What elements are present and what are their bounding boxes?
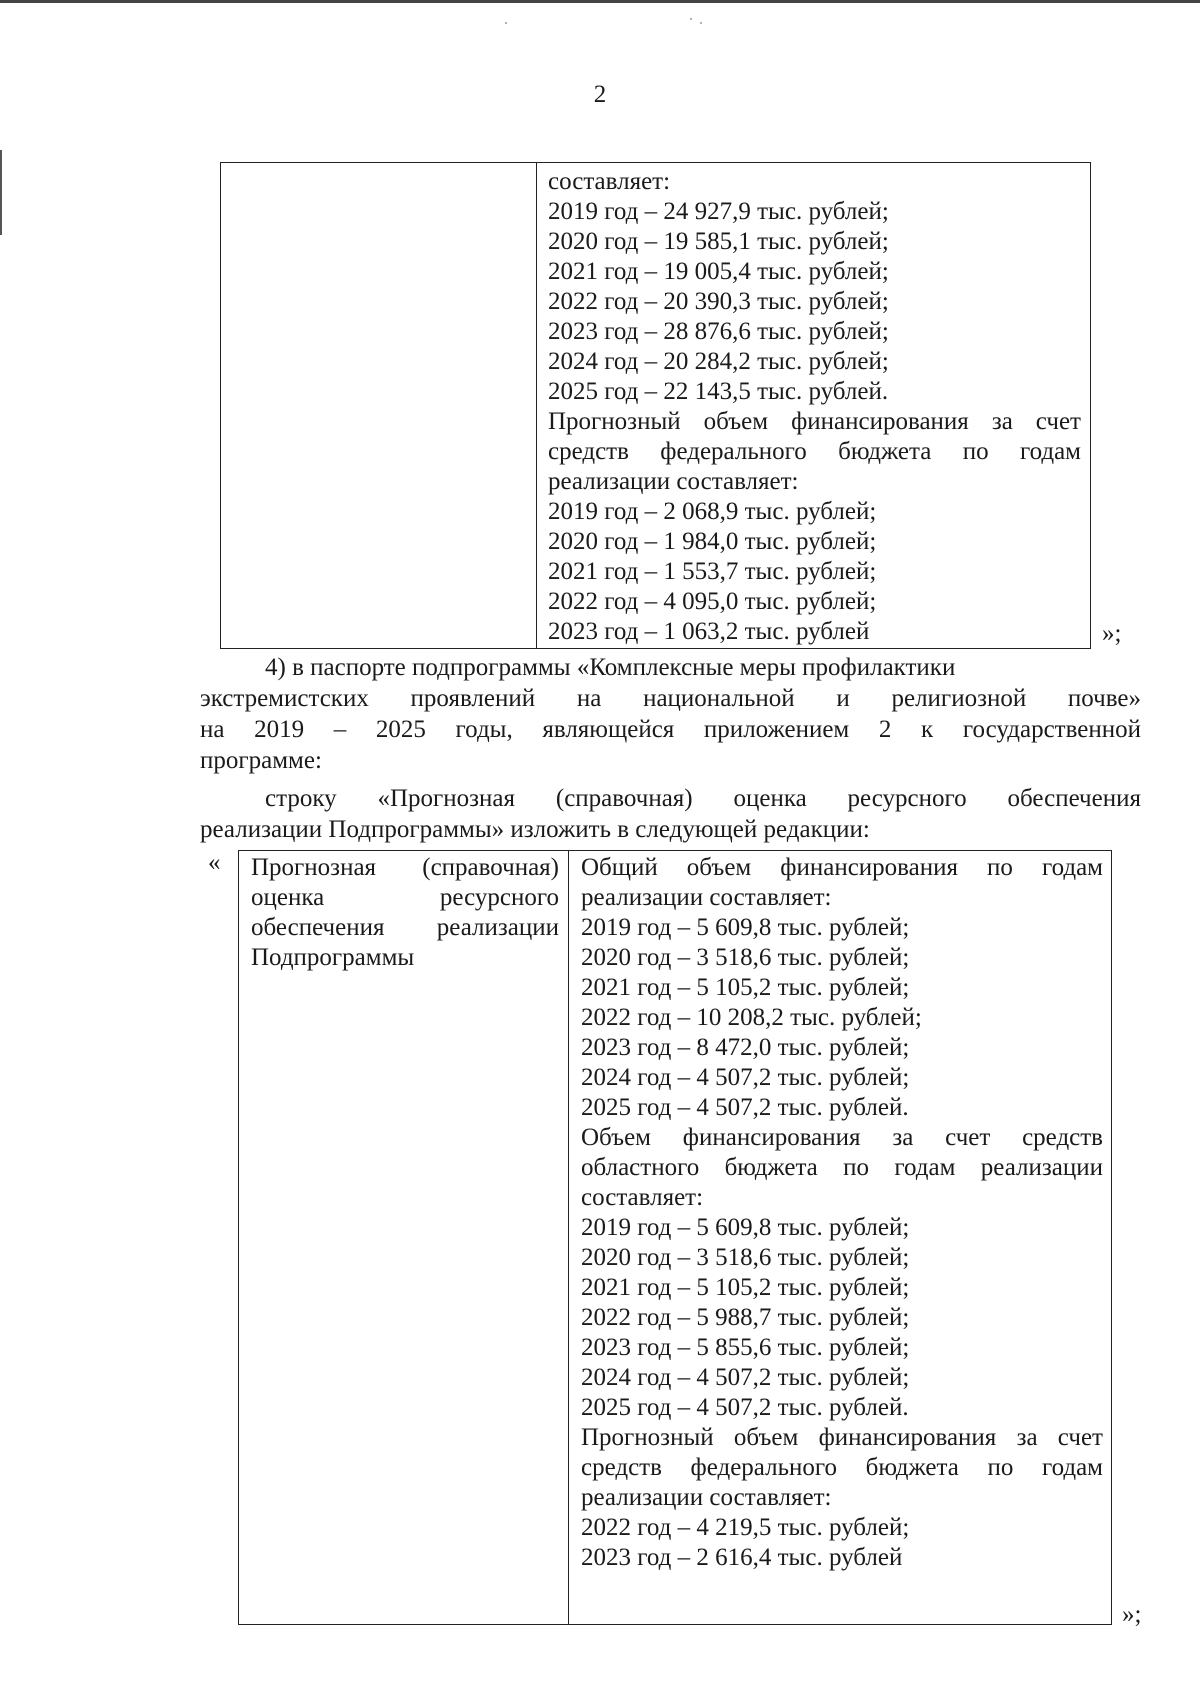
- text-line: 2021 год – 5 105,2 тыс. рублей;: [581, 1274, 910, 1301]
- table-left-cell: [251, 853, 559, 973]
- text-line: 2019 год – 5 609,8 тыс. рублей;: [581, 1214, 910, 1241]
- funding-table-continuation: [220, 162, 1091, 649]
- text-line: реализации Подпрограммы» изложить в следующей редакции:: [200, 816, 870, 843]
- text-line: 2022 год – 5 988,7 тыс. рублей;: [581, 1304, 910, 1331]
- text-line: 2023 год – 8 472,0 тыс. рублей;: [581, 1034, 910, 1061]
- paragraph-item-4: [200, 652, 1141, 776]
- text-line: оценка ресурсного: [251, 884, 559, 911]
- text-line: 2020 год – 3 518,6 тыс. рублей;: [581, 1244, 910, 1271]
- closing-quote: »;: [1122, 1601, 1142, 1628]
- text-line: Прогнозный объем финансирования за счет: [581, 1424, 1103, 1451]
- scan-margin-mark: [0, 150, 2, 235]
- text-line: 2021 год – 1 553,7 тыс. рублей;: [548, 558, 877, 585]
- scan-speck: [700, 22, 702, 24]
- text-line: реализации составляет:: [548, 468, 799, 495]
- text-line: 2021 год – 5 105,2 тыс. рублей;: [581, 974, 910, 1001]
- scan-speck: [505, 22, 507, 24]
- text-line: 2022 год – 10 208,2 тыс. рублей;: [581, 1004, 922, 1031]
- text-line: 2023 год – 28 876,6 тыс. рублей;: [548, 318, 889, 345]
- text-line: 2021 год – 19 005,4 тыс. рублей;: [548, 258, 889, 285]
- text-line: 2020 год – 1 984,0 тыс. рублей;: [548, 528, 877, 555]
- text-line: 2023 год – 1 063,2 тыс. рублей: [548, 618, 870, 645]
- funding-table-subprogram: [238, 850, 1112, 1625]
- table-column-divider: [568, 851, 569, 1624]
- text-line: 2025 год – 4 507,2 тыс. рублей.: [581, 1094, 909, 1121]
- text-line: на 2019 – 2025 годы, являющейся приложением 2 к государственной: [200, 716, 1141, 743]
- text-line: 2020 год – 19 585,1 тыс. рублей;: [548, 228, 889, 255]
- scan-edge-line: [0, 0, 1200, 3]
- text-line: средств федерального бюджета по годам: [581, 1454, 1103, 1481]
- table-right-cell: [581, 853, 1103, 1573]
- text-line: реализации составляет:: [581, 884, 832, 911]
- text-line: 2020 год – 3 518,6 тыс. рублей;: [581, 944, 910, 971]
- table-right-cell: [548, 167, 1081, 647]
- text-line: 2022 год – 4 219,5 тыс. рублей;: [581, 1514, 910, 1541]
- closing-quote: »;: [1102, 620, 1122, 647]
- text-line: 2024 год – 4 507,2 тыс. рублей;: [581, 1064, 910, 1091]
- text-line: областного бюджета по годам реализации: [581, 1154, 1103, 1181]
- text-line: Объем финансирования за счет средств: [581, 1124, 1103, 1151]
- text-line: 2019 год – 2 068,9 тыс. рублей;: [548, 498, 877, 525]
- text-line: 2022 год – 4 095,0 тыс. рублей;: [548, 588, 877, 615]
- table-column-divider: [536, 163, 537, 648]
- text-line: 2024 год – 4 507,2 тыс. рублей;: [581, 1364, 910, 1391]
- text-line: Прогнозный объем финансирования за счет: [548, 408, 1081, 435]
- text-line: 2025 год – 4 507,2 тыс. рублей.: [581, 1394, 909, 1421]
- text-line: экстремистских проявлений на национальной и религиозной почве»: [200, 685, 1141, 712]
- text-line: 2023 год – 2 616,4 тыс. рублей: [581, 1544, 903, 1571]
- text-line: 2025 год – 22 143,5 тыс. рублей.: [548, 378, 889, 405]
- text-line: Прогнозная (справочная): [251, 854, 559, 881]
- text-line: средств федерального бюджета по годам: [548, 438, 1081, 465]
- text-line: составляет:: [581, 1184, 704, 1211]
- text-line: реализации составляет:: [581, 1484, 832, 1511]
- text-line: 2019 год – 24 927,9 тыс. рублей;: [548, 198, 889, 225]
- text-line: 2022 год – 20 390,3 тыс. рублей;: [548, 288, 889, 315]
- text-line: 2023 год – 5 855,6 тыс. рублей;: [581, 1334, 910, 1361]
- text-line: 2019 год – 5 609,8 тыс. рублей;: [581, 914, 910, 941]
- text-line: программе:: [200, 747, 322, 774]
- text-line: Подпрограммы: [251, 944, 415, 971]
- opening-quote: «: [208, 849, 221, 876]
- text-line: составляет:: [548, 168, 671, 195]
- text-line: 2024 год – 20 284,2 тыс. рублей;: [548, 348, 889, 375]
- text-line: Общий объем финансирования по годам: [581, 854, 1103, 881]
- text-line: строку «Прогнозная (справочная) оценка ресурсного обеспечения: [265, 785, 1141, 812]
- scan-speck: [690, 18, 692, 20]
- text-line: 4) в паспорте подпрограммы «Комплексные меры профилактики: [265, 654, 956, 681]
- paragraph-instruction: [200, 783, 1141, 845]
- text-line: обеспечения реализации: [251, 914, 559, 941]
- page-number: 2: [593, 81, 607, 108]
